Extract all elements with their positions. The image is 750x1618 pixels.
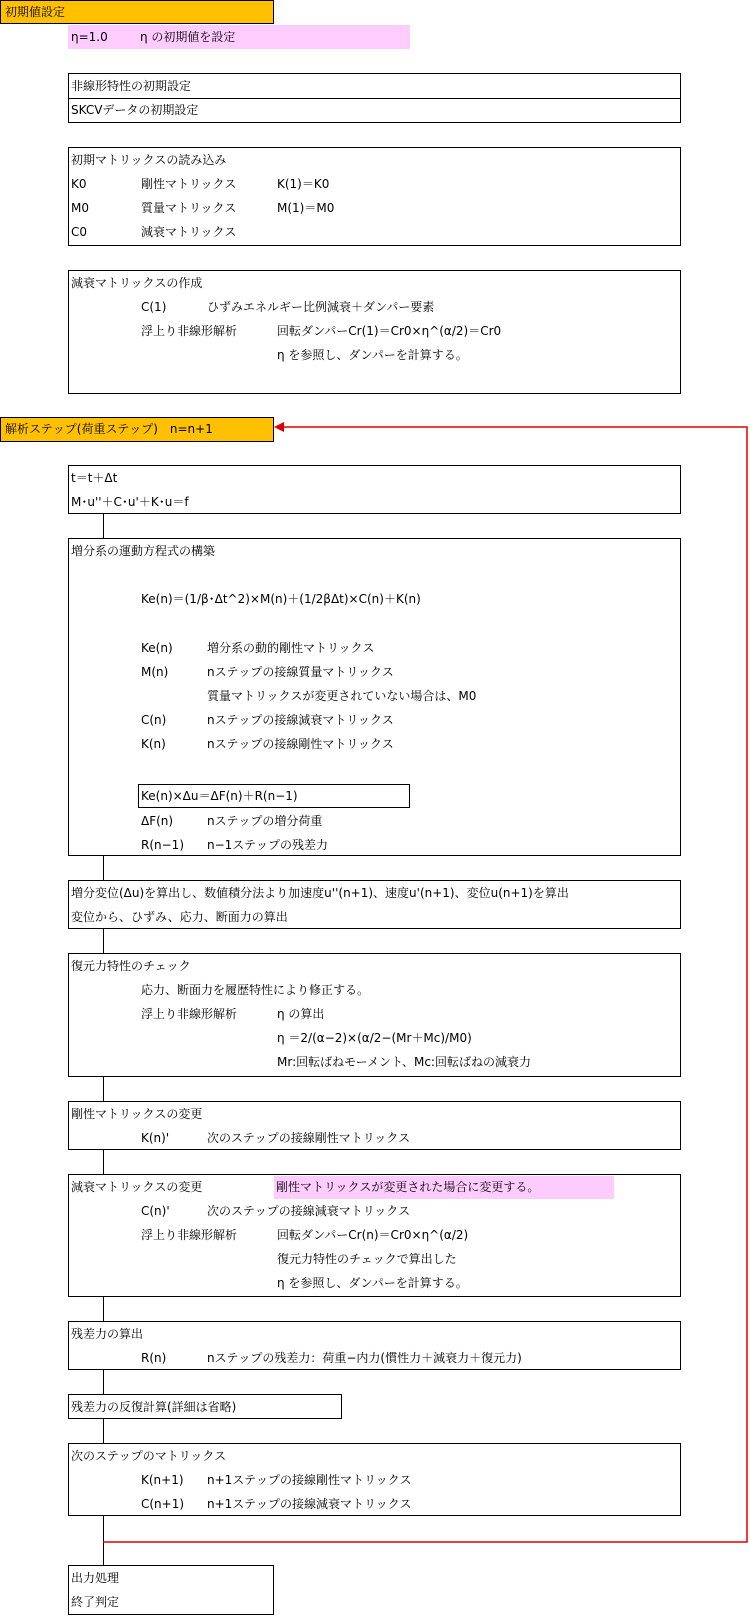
ke-equation: Ke(n)＝(1/β･Δt^2)×M(n)＋(1/2βΔt)×C(n)＋K(n) <box>141 592 421 606</box>
damping-create-title: 減衰マトリックスの作成 <box>71 276 203 290</box>
restoring-force-box <box>68 953 681 1077</box>
def-symbol: C(n+1) <box>141 1497 185 1511</box>
boxed-equation: Ke(n)×Δu＝ΔF(n)＋R(n−1) <box>138 784 410 808</box>
eta-init-value: η=1.0 <box>71 30 108 44</box>
def-text: 次のステップの接線剛性マトリックス <box>207 1131 411 1145</box>
def-symbol: K(n+1) <box>141 1473 184 1487</box>
c1-label: C(1) <box>141 300 167 314</box>
output-process: 出力処理 <box>71 1571 120 1585</box>
def-text: 質量マトリックスが変更されていない場合は、M0 <box>207 689 477 703</box>
matrix-symbol: M0 <box>71 201 89 215</box>
step-header: 解析ステップ(荷重ステップ) n=n+1 <box>0 417 274 442</box>
equation-of-motion: M･u''＋C･u'＋K･u＝f <box>71 495 189 509</box>
def-symbol: K(n) <box>141 737 166 751</box>
def-text: nステップの接線質量マトリックス <box>207 665 394 679</box>
next-matrix-title: 次のステップのマトリックス <box>71 1449 227 1463</box>
incremental-title: 増分系の運動方程式の構築 <box>71 544 216 558</box>
end-check: 終了判定 <box>71 1595 120 1609</box>
matrix-name: 質量マトリックス <box>141 201 237 215</box>
float-text: 回転ダンパーCr(n)＝Cr0×η^(α/2) <box>277 1228 469 1242</box>
matrix-name: 減衰マトリックス <box>141 225 237 239</box>
iteration-label: 残差力の反復計算(詳細は省略) <box>71 1400 237 1414</box>
matrix-assign: M(1)＝M0 <box>277 201 335 215</box>
displacement-box <box>68 880 681 929</box>
damping-change-title: 減衰マトリックスの変更 <box>71 1180 203 1194</box>
def-text: 次のステップの接線減衰マトリックス <box>207 1204 411 1218</box>
float-label: 浮上り非線形解析 <box>141 1007 238 1021</box>
def-symbol: R(n) <box>141 1351 167 1365</box>
def-text: 増分系の動的剛性マトリックス <box>207 641 375 655</box>
stiffness-change-title: 剛性マトリックスの変更 <box>71 1107 203 1121</box>
incremental-eq-box <box>68 538 681 856</box>
def-symbol: C(n) <box>141 713 167 727</box>
residual-box <box>68 1321 681 1370</box>
eta-note: Mr:回転ばねモーメント、Mc:回転ばねの減衰力 <box>277 1055 531 1069</box>
next-matrix-box <box>68 1443 681 1516</box>
time-step-box <box>68 465 681 514</box>
def-symbol: K(n)' <box>141 1131 170 1145</box>
init-matrix-box <box>68 147 681 246</box>
def-symbol: M(n) <box>141 665 169 679</box>
c1-text: ひずみエネルギー比例減衰＋ダンパー要素 <box>207 300 435 314</box>
eta-calc: η の算出 <box>277 1007 325 1021</box>
def-symbol: Ke(n) <box>141 641 173 655</box>
residual-title: 残差力の算出 <box>71 1327 144 1341</box>
damping-change-note: 剛性マトリックスが変更された場合に変更する。 <box>276 1180 540 1194</box>
eta-note: η を参照し、ダンパーを計算する。 <box>277 348 468 362</box>
def-text: nステップの増分荷重 <box>207 814 323 828</box>
matrix-assign: K(1)＝K0 <box>277 177 330 191</box>
def-symbol: C(n)' <box>141 1204 170 1218</box>
restoring-text: 応力、断面力を履歴特性により修正する。 <box>141 983 370 997</box>
eta-init-desc: η の初期値を設定 <box>140 30 236 44</box>
damping-change-note-highlight <box>274 1176 614 1199</box>
matrix-symbol: K0 <box>71 177 87 191</box>
def-symbol: R(n−1) <box>141 838 184 852</box>
def-text: n−1ステップの残差力 <box>207 838 329 852</box>
matrix-symbol: C0 <box>71 225 88 239</box>
damping-note-1: 復元力特性のチェックで算出した <box>277 1252 457 1266</box>
skcv-init-label: SKCVデータの初期設定 <box>71 103 199 117</box>
def-text: nステップの残差力：荷重−内力(慣性力＋減衰力＋復元力) <box>207 1351 522 1365</box>
strain-stress-calc: 変位から、ひずみ、応力、断面力の算出 <box>71 910 288 924</box>
matrix-name: 剛性マトリックス <box>141 177 237 191</box>
def-text: nステップの接線減衰マトリックス <box>207 713 394 727</box>
def-symbol: ΔF(n) <box>141 814 174 828</box>
def-text: nステップの接線剛性マトリックス <box>207 737 394 751</box>
nonlinear-init-box <box>68 73 681 123</box>
init-matrix-title: 初期マトリックスの読み込み <box>71 153 227 167</box>
eta-init-highlight <box>68 25 410 49</box>
eta-equation: η ＝2/(α−2)×(α/2−(Mr＋Mc)/M0) <box>277 1031 472 1045</box>
output-box <box>68 1565 274 1615</box>
def-text: n+1ステップの接線剛性マトリックス <box>207 1473 412 1487</box>
nonlinear-init-label: 非線形特性の初期設定 <box>71 79 192 93</box>
float-label: 浮上り非線形解析 <box>141 324 238 338</box>
init-header: 初期値設定 <box>0 0 274 24</box>
displacement-calc: 増分変位(Δu)を算出し、数値積分法より加速度u''(n+1)、速度u'(n+1)、変位u(n+1)を算出 <box>71 886 569 900</box>
restoring-title: 復元力特性のチェック <box>71 959 191 973</box>
stiffness-change-box <box>68 1101 681 1150</box>
damping-create-box <box>68 270 681 394</box>
time-increment: t＝t＋Δt <box>71 471 118 485</box>
damping-change-box <box>68 1174 681 1297</box>
float-text: 回転ダンパーCr(1)＝Cr0×η^(α/2)＝Cr0 <box>277 324 502 338</box>
def-text: n+1ステップの接線減衰マトリックス <box>207 1497 412 1511</box>
float-label: 浮上り非線形解析 <box>141 1228 238 1242</box>
damping-note-2: η を参照し、ダンパーを計算する。 <box>277 1276 468 1290</box>
iteration-box <box>68 1394 342 1419</box>
